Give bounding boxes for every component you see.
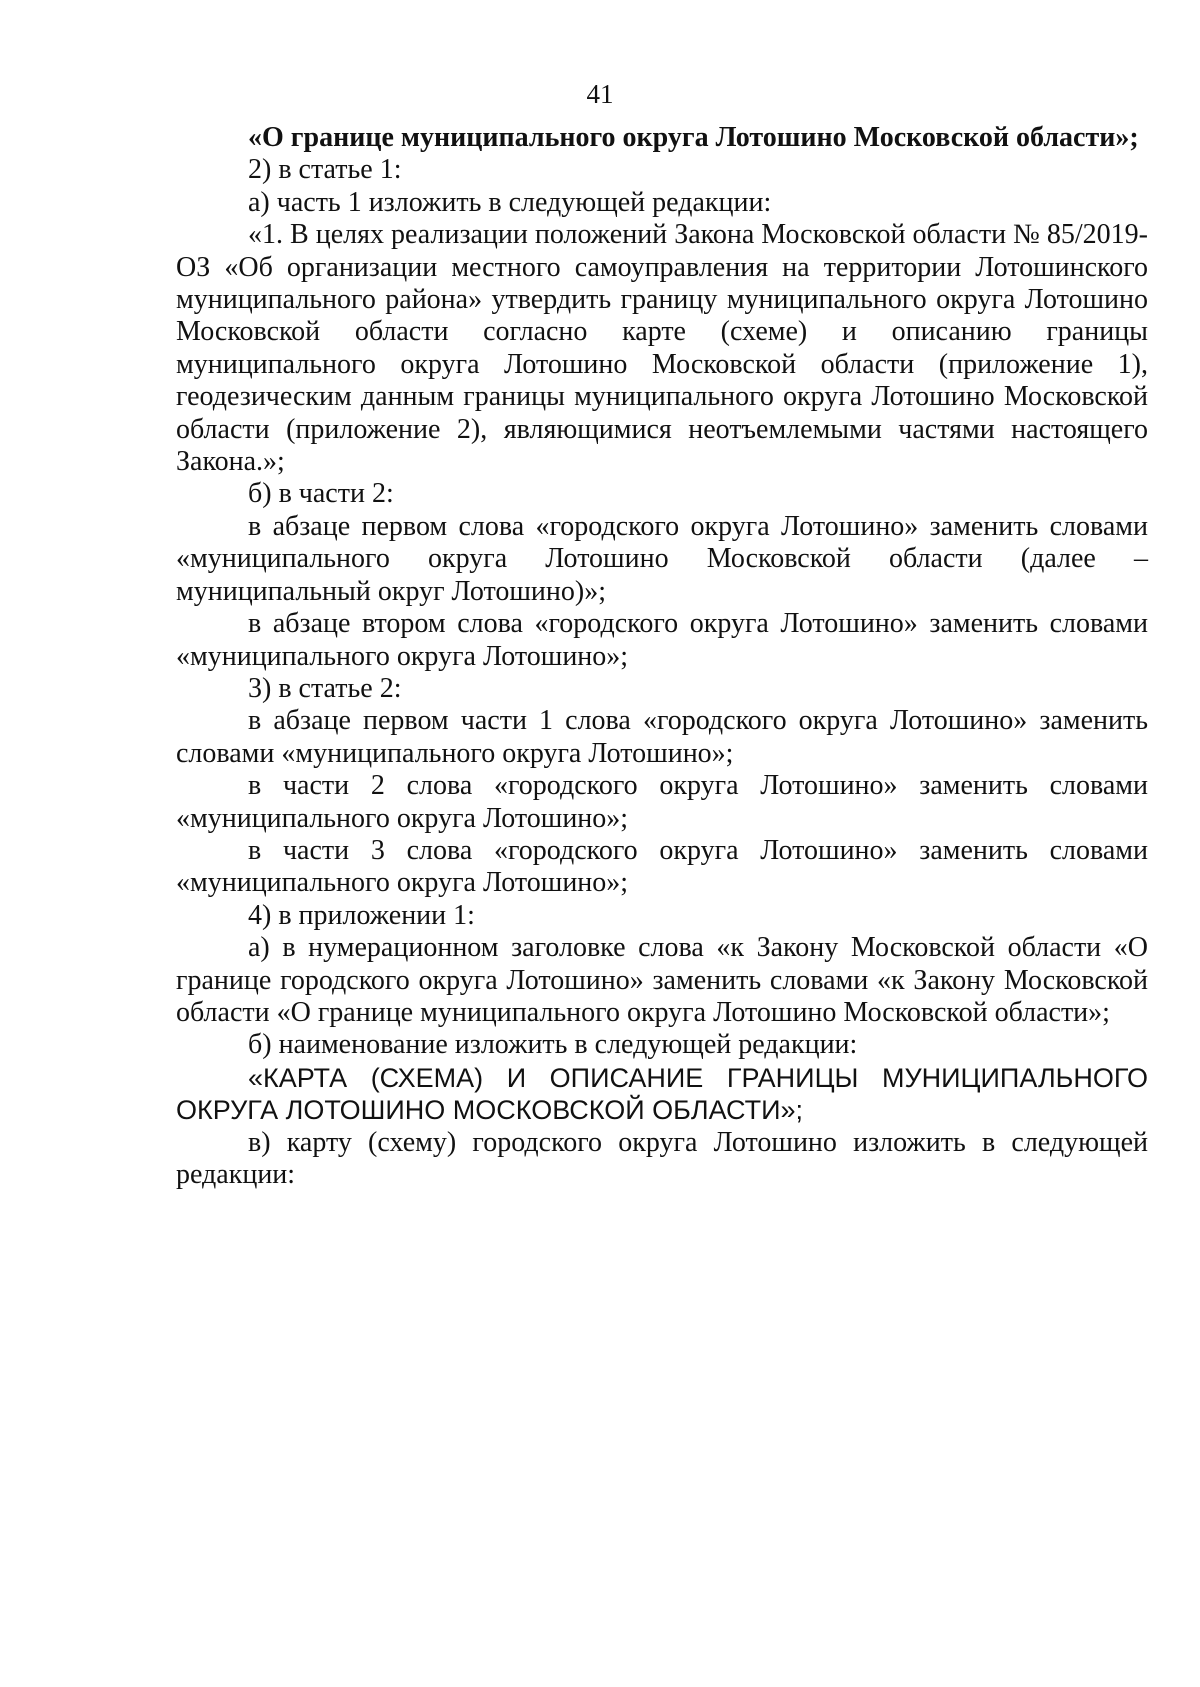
paragraph-map-scheme: в) карту (схему) городского округа Лотошино изложить в следующей редакции:	[176, 1126, 1148, 1190]
paragraph-part-1-text: «1. В целях реализации положений Закона Московской области № 85/2019-ОЗ «Об организации местного самоуправления на территории Лотошинского муниципального района» утвердить границу муниципального округа Лотошино Московской области согласно карте (схеме) и описанию границы муниципального округа Лотошино Московской области (приложение 1), геодезическим данным границы муниципального округа Лотошино Московской области (приложение 2), являющимися неотъемлемыми частями настоящего Закона.»;	[176, 219, 1148, 478]
paragraph-article-2-part-1: в абзаце первом части 1 слова «городского округа Лотошино» заменить словами «муниципального округа Лотошино»;	[176, 705, 1148, 769]
paragraph-article-1: 2) в статье 1:	[248, 154, 402, 186]
document-body	[176, 122, 1148, 1191]
paragraph-article-2: 3) в статье 2:	[248, 672, 402, 704]
paragraph-article-2-part-2: в части 2 слова «городского округа Лотошино» заменить словами «муниципального округа Лотошино»;	[176, 770, 1148, 834]
paragraph-part-1-intro: а) часть 1 изложить в следующей редакции:	[248, 186, 772, 218]
paragraph-appendix-heading: а) в нумерационном заголовке слова «к Закону Московской области «О границе городского округа Лотошино» заменить словами «к Закону Московской области «О границе муниципального округа Лотошино Московской области»;	[176, 932, 1148, 1028]
paragraph-appendix-name-intro: б) наименование изложить в следующей редакции:	[248, 1029, 858, 1061]
page-number: 41	[586, 79, 614, 109]
paragraph-part-2-first: в абзаце первом слова «городского округа Лотошино» заменить словами «муниципального округа Лотошино Московской области (далее – муниципальный округ Лотошино)»;	[176, 510, 1148, 607]
paragraph-part-2-intro: б) в части 2:	[248, 478, 394, 510]
paragraph-appendix-1: 4) в приложении 1:	[248, 899, 475, 931]
paragraph-law-title: «О границе муниципального округа Лотошино Московской области»;	[248, 122, 1139, 153]
paragraph-appendix-name: «КАРТА (СХЕМА) И ОПИСАНИЕ ГРАНИЦЫ МУНИЦИПАЛЬНОГО ОКРУГА ЛОТОШИНО МОСКОВСКОЙ ОБЛАСТИ»;	[176, 1062, 1148, 1126]
paragraph-part-2-second: в абзаце втором слова «городского округа Лотошино» заменить словами «муниципального округа Лотошино»;	[176, 608, 1148, 672]
paragraph-article-2-part-3: в части 3 слова «городского округа Лотошино» заменить словами «муниципального округа Лотошино»;	[176, 834, 1148, 899]
